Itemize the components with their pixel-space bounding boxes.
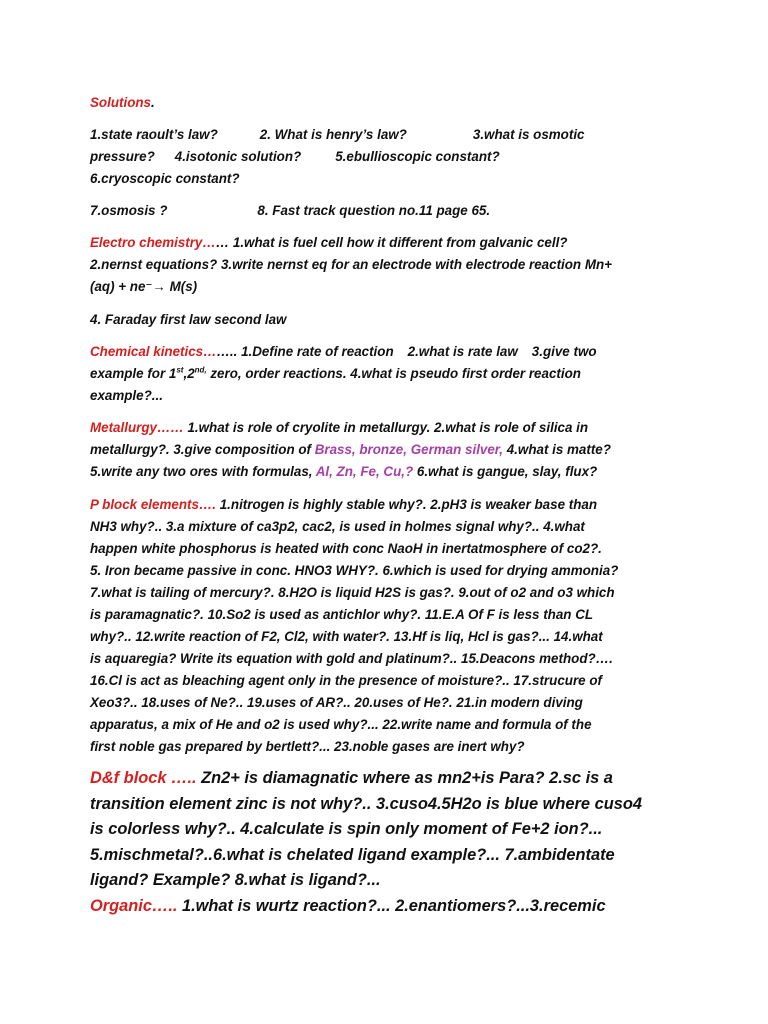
pblock-line: happen white phosphorus is heated with conc NaoH in inertatmosphere of co2?. (90, 541, 602, 556)
pblock-line: 16.Cl is act as bleaching agent only in the presence of moisture?.. 17.strucure of (90, 673, 602, 688)
kinetics-q1: ….. 1.Define rate of reaction (216, 344, 394, 359)
kinetics-q3: 3.give two (531, 344, 597, 359)
pblock-line: NH3 why?.. 3.a mixture of ca3p2, cac2, is used in holmes signal why?.. 4.what (90, 519, 585, 534)
metallurgy-line2-a: metallurgy?. 3.give composition of (90, 442, 315, 457)
metallurgy-line1: 1.what is role of cryolite in metallurgy. 2.what is role of silica in (183, 420, 589, 435)
pblock-line: why?.. 12.write reaction of F2, Cl2, with water?. 13.Hf is liq, Hcl is gas?... 14.what (90, 629, 603, 644)
pblock-line: is paramagnatic?. 10.So2 is used as antichlor why?. 11.E.A Of F is less than CL (90, 607, 594, 622)
dfblock-line: Zn2+ is diamagnatic where as mn2+is Para? 2.sc is a (196, 769, 613, 787)
pblock-line: 1.nitrogen is highly stable why?. 2.pH3 is weaker base than (216, 497, 598, 512)
organic-line1: 1.what is wurtz reaction?... 2.enantiomers?...3.recemic (177, 896, 606, 915)
solutions-q7: 7.osmosis ? (90, 203, 168, 218)
solutions-heading-dot: . (151, 95, 155, 110)
pblock-line: apparatus, a mix of He and o2 is used why?... 22.write name and formula of the (90, 717, 592, 732)
kinetics-line2-c: zero, order reactions. 4.what is pseudo first order reaction (206, 366, 581, 381)
solutions-q6: 6.cryoscopic constant? (90, 171, 240, 186)
solutions-questions (90, 124, 650, 190)
metallurgy-heading: Metallurgy…… (90, 420, 184, 435)
solutions-q5: 5.ebullioscopic constant? (335, 149, 500, 164)
metallurgy-section (90, 417, 690, 483)
dfblock-line: is colorless why?.. 4.calculate is spin only moment of Fe+2 ion?... (90, 820, 603, 838)
electro-line4-block (90, 309, 690, 331)
kinetics-section (90, 341, 690, 407)
solutions-q4: 4.isotonic solution? (174, 149, 302, 164)
pblock-line: 5. Iron became passive in conc. HNO3 WHY?. 6.which is used for drying ammonia? (90, 563, 619, 578)
solutions-q8: 8. Fast track question no.11 page 65. (257, 203, 491, 218)
dfblock-heading: D&f block ….. (90, 769, 197, 787)
solutions-q3b: pressure? (90, 149, 155, 164)
pblock-heading: P block elements…. (90, 497, 217, 512)
pblock-line: first noble gas prepared by bertlett?... 23.noble gases are inert why? (90, 739, 525, 754)
kinetics-heading: Chemical kinetics… (90, 344, 217, 359)
solutions-heading: Solutions (90, 95, 151, 110)
solutions-q3: 3.what is osmotic (472, 127, 585, 142)
metallurgy-metals: Al, Zn, Fe, Cu,? (315, 464, 414, 479)
dfblock-section (90, 766, 730, 919)
solutions-q1: 1.state raoult’s law? (90, 127, 218, 142)
kinetics-sup-2nd: nd, (194, 365, 207, 375)
solutions-questions-2 (90, 200, 690, 222)
metallurgy-alloys: Brass, bronze, German silver, (314, 442, 504, 457)
kinetics-line3: example?... (90, 388, 163, 403)
electro-line4: 4. Faraday first law second law (90, 312, 287, 327)
kinetics-line2-b: ,2 (183, 366, 195, 381)
solutions-q2: 2. What is henry’s law? (259, 127, 407, 142)
metallurgy-line2-b: 4.what is matte? (503, 442, 611, 457)
dfblock-line: 5.mischmetal?..6.what is chelated ligand example?... 7.ambidentate (90, 845, 615, 864)
metallurgy-line3-b: 6.what is gangue, slay, flux? (413, 464, 598, 479)
pblock-section (90, 494, 690, 758)
electro-line2: 2.nernst equations? 3.write nernst eq for an electrode with electrode reaction Mn+ (90, 257, 612, 272)
electro-section (90, 232, 690, 298)
kinetics-sup-1st: st (176, 365, 184, 375)
dfblock-line: ligand? Example? 8.what is ligand?... (90, 871, 381, 889)
kinetics-line2-a: example for 1 (90, 366, 177, 381)
metallurgy-line3-a: 5.write any two ores with formulas, (90, 464, 316, 479)
kinetics-q2: 2.what is rate law (407, 344, 518, 359)
pblock-line: 7.what is tailing of mercury?. 8.H2O is liquid H2S is gas?. 9.out of o2 and o3 which (90, 585, 615, 600)
solutions-section (90, 92, 690, 114)
electro-line1: … 1.what is fuel cell how it different from galvanic cell? (215, 235, 568, 250)
pblock-line: is aquaregia? Write its equation with gold and platinum?.. 15.Deacons method?…. (90, 651, 613, 666)
electro-heading: Electro chemistry… (90, 235, 216, 250)
electro-line3: (aq) + ne⁻→ M(s) (90, 279, 198, 294)
dfblock-line: transition element zinc is not why?.. 3.cuso4.5H2o is blue where cuso4 (90, 794, 642, 813)
pblock-line: Xeo3?.. 18.uses of Ne?.. 19.uses of AR?.. 20.uses of He?. 21.in modern diving (90, 695, 583, 710)
organic-heading: Organic….. (90, 896, 178, 915)
